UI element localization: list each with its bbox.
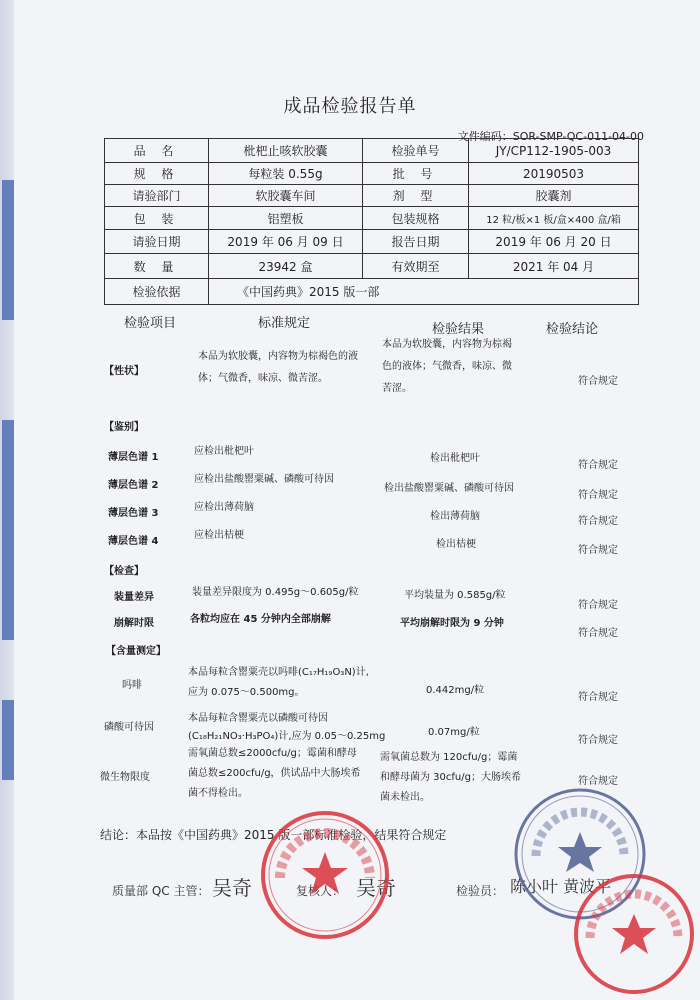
tlc4-standard: 应检出桔梗 [194, 530, 244, 541]
document-title: 成品检验报告单 [283, 96, 417, 117]
form-label: 剂 型 [363, 185, 469, 207]
reviewer-label: 复核人： [296, 884, 345, 898]
codeine-standard: 本品每粒含罂粟壳以磷酸可待因 (C₁₈H₂₁NO₃·H₃PO₄)计,应为 0.05～0.25mg [188, 713, 386, 742]
tlc1-conclusion: 符合规定 [578, 460, 618, 471]
form-value: 胶囊剂 [469, 185, 639, 207]
quantity-label: 数 量 [105, 254, 209, 279]
morphine-result: 0.442mg/粒 [426, 685, 485, 696]
appearance-conclusion: 符合规定 [578, 376, 618, 387]
conclusion-text: 结论：本品按《中国药典》2015 版一部标准检验，结果符合规定 [100, 828, 447, 842]
tlc2-item: 薄层色谱 2 [108, 480, 159, 491]
request-date-value: 2019 年 06 月 09 日 [209, 230, 363, 254]
dept-label: 请验部门 [105, 185, 209, 207]
tlc4-item: 薄层色谱 4 [108, 536, 159, 547]
tlc2-standard: 应检出盐酸罂粟碱、磷酸可待因 [194, 474, 334, 485]
inspector-signature: 陈小叶 黄波平 [510, 877, 612, 896]
tlc1-item: 薄层色谱 1 [108, 452, 159, 463]
morphine-standard: 本品每粒含罂粟壳以吗啡(C₁₇H₁₉O₃N)计, 应为 0.075～0.500mg。 [188, 667, 369, 698]
tlc3-standard: 应检出薄荷脑 [194, 502, 254, 513]
column-conclusion: 检验结论 [546, 322, 599, 337]
qc-supervisor-signature: 吴奇 [212, 876, 252, 900]
quantity-value: 23942 盒 [209, 254, 363, 279]
appearance-result: 本品为软胶囊，内容物为棕褐 色的液体；气微香，味凉、微 苦涩。 [382, 339, 512, 394]
blue-marker-band [2, 420, 14, 640]
disintegration-result: 平均崩解时限为 9 分钟 [400, 618, 504, 629]
report-date-value: 2019 年 06 月 20 日 [469, 230, 639, 254]
batch-label: 批 号 [363, 163, 469, 185]
expiry-value: 2021 年 04 月 [469, 254, 639, 279]
reviewer-signature: 吴奇 [356, 876, 396, 900]
load-conclusion: 符合规定 [578, 600, 618, 611]
section-identification: 【鉴别】 [104, 422, 144, 433]
spec-label: 规 格 [105, 163, 209, 185]
report-date-label: 报告日期 [363, 230, 469, 254]
tlc4-result: 检出桔梗 [436, 539, 476, 550]
tlc1-standard: 应检出枇杷叶 [194, 446, 254, 457]
red-seal-stamp [572, 872, 696, 996]
section-assay: 【含量测定】 [106, 646, 166, 657]
load-result: 平均装量为 0.585g/粒 [404, 590, 506, 601]
load-standard: 装量差异限度为 0.495g～0.605g/粒 [192, 587, 359, 598]
microbe-conclusion: 符合规定 [578, 776, 618, 787]
blue-marker-band [2, 700, 14, 780]
pack-label: 包 装 [105, 207, 209, 230]
microbe-item: 微生物限度 [100, 772, 150, 783]
microbe-standard: 需氧菌总数≤2000cfu/g；霉菌和酵母 菌总数≤200cfu/g，供试品中大肠埃希 菌不得检出。 [188, 748, 361, 799]
codeine-item: 磷酸可待因 [104, 722, 154, 733]
pack-value: 铝塑板 [209, 207, 363, 230]
pack-spec-label: 包装规格 [363, 207, 469, 230]
blue-marker-band [2, 180, 14, 320]
expiry-label: 有效期至 [363, 254, 469, 279]
header-table [104, 138, 639, 305]
dept-value: 软胶囊车间 [209, 185, 363, 207]
tlc3-item: 薄层色谱 3 [108, 508, 159, 519]
qc-supervisor-label: 质量部 QC 主管： [112, 884, 210, 898]
pack-spec-value: 12 粒/板×1 板/盒×400 盒/箱 [469, 207, 639, 230]
disintegration-conclusion: 符合规定 [578, 628, 618, 639]
report-no-value: JY/CP112-1905-003 [469, 139, 639, 163]
column-result: 检验结果 [432, 322, 485, 337]
request-date-label: 请验日期 [105, 230, 209, 254]
batch-value: 20190503 [469, 163, 639, 185]
disintegration-standard: 各粒均应在 45 分钟内全部崩解 [190, 614, 331, 625]
tlc3-conclusion: 符合规定 [578, 516, 618, 527]
spec-value: 每粒装 0.55g [209, 163, 363, 185]
disintegration-item: 崩解时限 [114, 618, 154, 629]
tlc1-result: 检出枇杷叶 [430, 453, 480, 464]
section-examination: 【检查】 [104, 566, 144, 577]
column-standard: 标准规定 [258, 316, 311, 331]
tlc2-result: 检出盐酸罂粟碱、磷酸可待因 [384, 483, 514, 494]
basis-value: 《中国药典》2015 版一部 [209, 279, 639, 305]
product-value: 枇杷止咳软胶囊 [209, 139, 363, 163]
microbe-result: 需氧菌总数为 120cfu/g；霉菌 和酵母菌为 30cfu/g；大肠埃希 菌未检出。 [380, 752, 521, 803]
codeine-result: 0.07mg/粒 [428, 727, 480, 738]
load-item: 装量差异 [114, 592, 154, 603]
column-item: 检验项目 [124, 316, 177, 331]
tlc3-result: 检出薄荷脑 [430, 511, 480, 522]
codeine-conclusion: 符合规定 [578, 735, 618, 746]
file-code: 文件编码：SOR-SMP-QC-011-04-00 [457, 130, 644, 143]
inspector-label: 检验员： [456, 884, 505, 898]
product-label: 品 名 [105, 139, 209, 163]
basis-label: 检验依据 [105, 279, 209, 305]
red-seal-stamp [258, 808, 392, 942]
appearance-standard: 本品为软胶囊，内容物为棕褐色的液 体；气微香，味凉、微苦涩。 [198, 351, 358, 384]
morphine-item: 吗啡 [122, 680, 142, 691]
tlc2-conclusion: 符合规定 [578, 490, 618, 501]
morphine-conclusion: 符合规定 [578, 692, 618, 703]
report-no-label: 检验单号 [363, 139, 469, 163]
section-appearance: 【性状】 [104, 366, 144, 377]
tlc4-conclusion: 符合规定 [578, 545, 618, 556]
